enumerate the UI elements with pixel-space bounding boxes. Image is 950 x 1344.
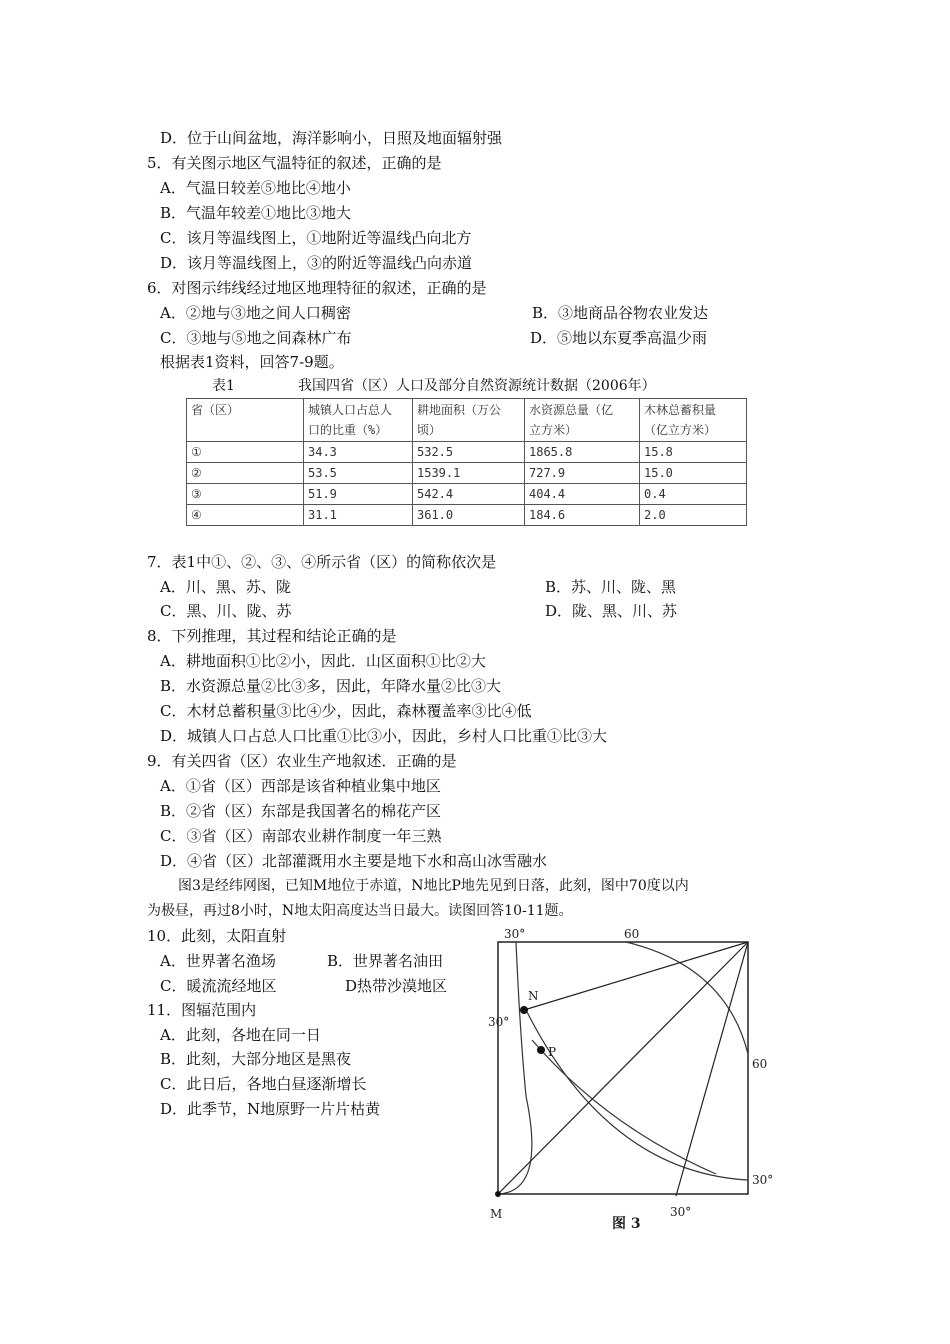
table-cell: 15.8 <box>640 442 747 463</box>
q7-stem: 7．表1中①、②、③、④所示省（区）的简称依次是 <box>147 553 497 571</box>
label-30-right: 30° <box>752 1173 774 1187</box>
q5-option-c: C．该月等温线图上，①地附近等温线凸向北方 <box>160 229 472 247</box>
q8-option-b: B．水资源总量②比③多，因此，年降水量②比③大 <box>160 677 502 695</box>
label-30-top: 30° <box>504 927 526 941</box>
table-cell: 34.3 <box>304 442 413 463</box>
q5-option-b: B．气温年较差①地比③地大 <box>160 204 352 222</box>
table-header-cell: 木林总蓄积量 （亿立方米） <box>640 399 747 442</box>
q11-option-b: B．此刻，大部分地区是黑夜 <box>160 1050 352 1068</box>
table-cell: 53.5 <box>304 463 413 484</box>
q5-option-d: D．该月等温线图上，③的附近等温线凸向赤道 <box>160 254 473 272</box>
q10-option-d: D热带沙漠地区 <box>345 977 448 995</box>
q8-stem: 8．下列推理，其过程和结论正确的是 <box>147 627 397 645</box>
table-row <box>187 505 747 526</box>
q9-option-b: B．②省（区）东部是我国著名的棉花产区 <box>160 802 442 820</box>
table-cell: ① <box>187 442 304 463</box>
table-title: 我国四省（区）人口及部分自然资源统计数据（2006年） <box>298 378 656 394</box>
q6-option-a: A．②地与③地之间人口稠密 <box>160 304 351 322</box>
figure-3-latlong-grid <box>486 926 776 1240</box>
table-cell: 361.0 <box>413 505 525 526</box>
q6-option-c: C．③地与⑤地之间森林广布 <box>160 329 352 347</box>
point-m <box>495 1191 501 1197</box>
table-cell: 15.0 <box>640 463 747 484</box>
table-cell: ② <box>187 463 304 484</box>
q9-option-d: D．④省（区）北部灌溉用水主要是地下水和高山冰雪融水 <box>160 852 548 870</box>
q7-option-b: B．苏、川、陇、黑 <box>545 578 677 596</box>
q10-option-c: C．暖流流经地区 <box>160 977 277 995</box>
table-cell: 532.5 <box>413 442 525 463</box>
table-header-row <box>187 399 747 442</box>
q6-option-b: B．③地商品谷物农业发达 <box>532 304 709 322</box>
table-cell: 2.0 <box>640 505 747 526</box>
table-header-cell: 城镇人口占总人 口的比重（%） <box>304 399 413 442</box>
table-cell: 184.6 <box>525 505 640 526</box>
q7-option-d: D．陇、黑、川、苏 <box>545 602 678 620</box>
q8-option-c: C．木材总蓄积量③比④少，因此，森林覆盖率③比④低 <box>160 702 532 720</box>
table-header-cell: 水资源总量（亿 立方米） <box>525 399 640 442</box>
label-60-right: 60 <box>752 1057 768 1071</box>
meridian-line-bottom <box>676 942 748 1196</box>
q9-option-c: C．③省（区）南部农业耕作制度一年三熟 <box>160 827 442 845</box>
intro-7-9: 根据表1资料，回答7-9题。 <box>160 353 344 371</box>
table-cell: 0.4 <box>640 484 747 505</box>
label-n: N <box>528 989 539 1003</box>
table-cell: ③ <box>187 484 304 505</box>
table-cell: 404.4 <box>525 484 640 505</box>
intro-10-11-line2: 为极昼，再过8小时，N地太阳高度达当日最大。读图回答10-11题。 <box>147 903 573 919</box>
table-header-cell: 耕地面积（万公 顷） <box>413 399 525 442</box>
q6-option-d: D．⑤地以东夏季高温少雨 <box>530 329 708 347</box>
q10-stem: 10．此刻，太阳直射 <box>147 927 287 945</box>
table-cell: 727.9 <box>525 463 640 484</box>
q10-option-a: A．世界著名渔场 <box>160 952 276 970</box>
label-30-left: 30° <box>488 1015 510 1029</box>
table-row <box>187 442 747 463</box>
q11-option-a: A．此刻，各地在同一日 <box>160 1026 321 1044</box>
table-cell: 51.9 <box>304 484 413 505</box>
table-cell: 1539.1 <box>413 463 525 484</box>
q4-option-d: D．位于山间盆地，海洋影响小，日照及地面辐射强 <box>160 129 503 147</box>
label-p: P <box>548 1045 557 1059</box>
point-n <box>520 1006 528 1014</box>
latitude-arc-60 <box>626 942 748 1054</box>
q7-option-a: A．川、黑、苏、陇 <box>160 578 291 596</box>
q7-option-c: C．黑、川、陇、苏 <box>160 602 292 620</box>
table-cell: ④ <box>187 505 304 526</box>
q8-option-d: D．城镇人口占总人口比重①比③小，因此，乡村人口比重①比③大 <box>160 727 608 745</box>
meridian-arc-left <box>498 942 532 1194</box>
table-cell: 542.4 <box>413 484 525 505</box>
q10-option-b: B．世界著名油田 <box>327 952 444 970</box>
q9-stem: 9．有关四省（区）农业生产地叙述．正确的是 <box>147 752 457 770</box>
label-m: M <box>490 1207 503 1221</box>
q11-option-c: C．此日后，各地白昼逐渐增长 <box>160 1075 367 1093</box>
q11-stem: 11．图辐范围内 <box>147 1001 257 1019</box>
q8-option-a: A．耕地面积①比②小，因此．山区面积①比②大 <box>160 652 486 670</box>
table-cell: 1865.8 <box>525 442 640 463</box>
intro-10-11-line1: 图3是经纬网图，已知M地位于赤道，N地比P地先见到日落，此刻，图中70度以内 <box>178 878 689 894</box>
latitude-arc-outer <box>524 1006 748 1180</box>
q11-option-d: D．此季节，N地原野一片片枯黄 <box>160 1100 381 1118</box>
q5-option-a: A．气温日较差⑤地比④地小 <box>160 179 351 197</box>
table-row <box>187 484 747 505</box>
stats-table <box>186 398 747 526</box>
table-row <box>187 463 747 484</box>
label-60-top: 60 <box>624 927 640 941</box>
q6-stem: 6．对图示纬线经过地区地理特征的叙述，正确的是 <box>147 279 487 297</box>
label-30-bottom: 30° <box>670 1205 692 1219</box>
q5-stem: 5．有关图示地区气温特征的叙述，正确的是 <box>147 154 442 172</box>
figure-caption: 图 3 <box>612 1216 641 1232</box>
table-header-cell: 省（区） <box>187 399 304 442</box>
table-cell: 31.1 <box>304 505 413 526</box>
point-p <box>537 1046 545 1054</box>
q9-option-a: A．①省（区）西部是该省种植业集中地区 <box>160 777 441 795</box>
table-label: 表1 <box>212 378 235 394</box>
